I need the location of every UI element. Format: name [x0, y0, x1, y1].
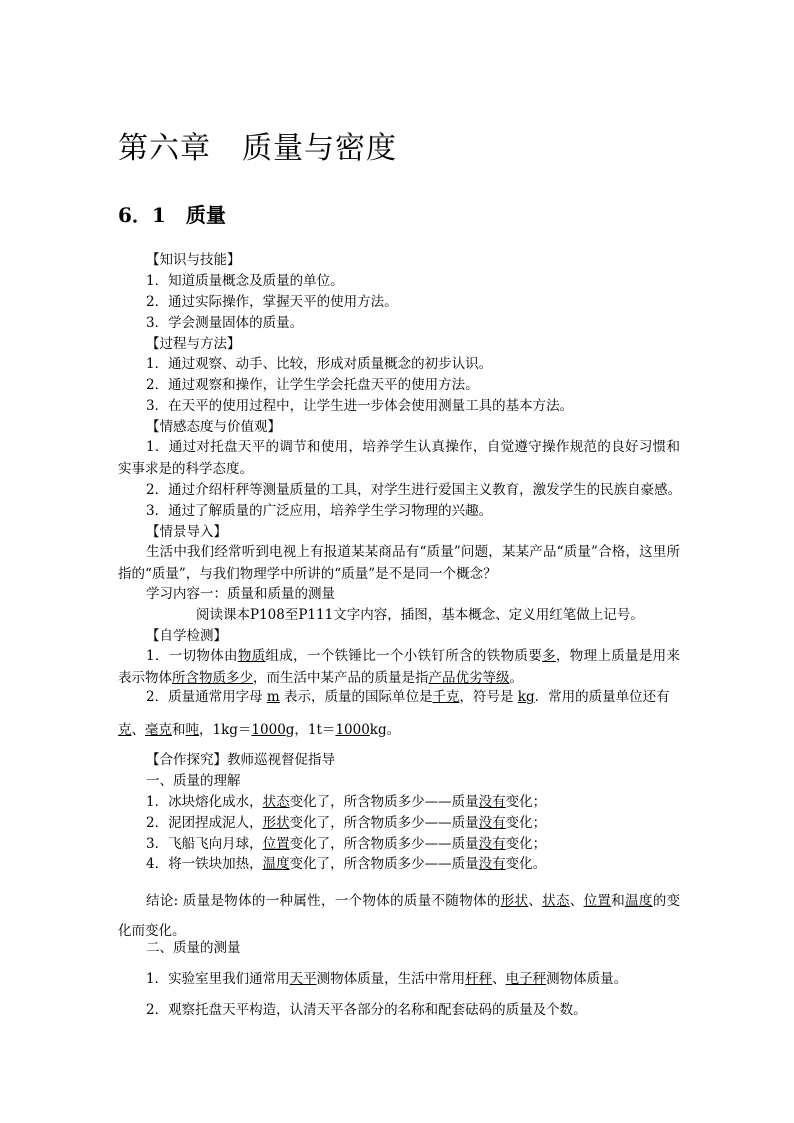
conclusion: 结论: 质量是物体的一种属性，一个物体的质量不随物体的形状、状态、位置和温度的变化而变化。 — [118, 893, 681, 939]
process-item: 1．通过观察、动手、比较，形成对质量概念的初步认识。 — [146, 356, 493, 372]
measure-item: 2．观察托盘天平构造，认清天平各部分的名称和配套砝码的质量及个数。 — [146, 1002, 587, 1018]
answer: 克 — [118, 722, 132, 738]
study-label: 学习内容一：质量和质量的测量 — [146, 586, 335, 602]
answer: 产品优劣等级 — [428, 670, 510, 686]
coop-part1: 一、质量的理解 — [146, 773, 241, 789]
chapter-title: 第六章 质量与密度 — [118, 131, 397, 166]
attitude-heading: 【情感态度与价值观】 — [146, 419, 281, 435]
attitude-item: 2．通过介绍杆秤等测量质量的工具，对学生进行爱国主义教育，激发学生的民族自豪感。 — [146, 482, 682, 498]
attitude-item: 1．通过对托盘天平的调节和使用，培养学生认真操作，自觉遵守操作规范的良好习惯和实事求是的科学态度。 — [118, 439, 680, 477]
selfcheck-q1: 1．一切物体由物质组成，一个铁锤比一个小铁钉所含的铁物质要多，物理上质量是用来表示物体所含物质多少，而生活中某产品的质量是指产品优劣等级。 — [118, 648, 681, 686]
coop-heading: 【合作探究】教师巡视督促指导 — [146, 752, 335, 768]
knowledge-item: 2．通过实际操作，掌握天平的使用方法。 — [146, 294, 398, 310]
answer: 毫克 — [145, 722, 172, 738]
selfcheck-q2-line1: 2．质量通常用字母 m 表示，质量的国际单位是千克，符号是 kg．常用的质量单位还有 — [146, 689, 670, 705]
process-heading: 【过程与方法】 — [146, 336, 241, 352]
answer: 吨 — [185, 722, 199, 738]
knowledge-item: 3．学会测量固体的质量。 — [146, 315, 304, 331]
answer: 物质 — [237, 648, 266, 664]
answer: 多 — [542, 648, 556, 664]
section-title: 6．1 质量 — [118, 203, 226, 227]
process-item: 3．在天平的使用过程中，让学生进一步体会使用测量工具的基本方法。 — [146, 398, 574, 414]
intro-heading: 【情景导入】 — [146, 524, 227, 540]
coop-item: 2．泥团捏成泥人，形状变化了，所含物质多少——质量没有变化； — [146, 815, 547, 831]
coop-item: 1．冰块熔化成水，状态变化了，所含物质多少——质量没有变化； — [146, 794, 547, 810]
coop-part2: 二、质量的测量 — [146, 940, 241, 956]
knowledge-item: 1．知道质量概念及质量的单位。 — [146, 273, 344, 289]
study-reading: 阅读课本P108至P111文字内容，插图，基本概念、定义用红笔做上记号。 — [196, 607, 644, 623]
process-item: 2．通过观察和操作，让学生学会托盘天平的使用方法。 — [146, 377, 479, 393]
selfcheck-heading: 【自学检测】 — [146, 628, 227, 644]
coop-item: 4．将一铁块加热，温度变化了，所含物质多少——质量没有变化。 — [146, 856, 547, 872]
answer: 千克 — [432, 689, 460, 705]
answer: 1000 — [335, 722, 370, 738]
measure-item: 1．实验室里我们通常用天平测物体质量，生活中常用杆秤、电子秤测物体质量。 — [146, 971, 628, 987]
answer: 1000 — [251, 722, 286, 738]
intro-text: 生活中我们经常听到电视上有报道某某商品有“质量”问题，某某产品“质量”合格，这里所指的“质量”，与我们物理学中所讲的“质量”是不是同一个概念？ — [118, 544, 680, 582]
answer: 所含物质多少 — [172, 670, 253, 686]
attitude-item: 3．通过了解质量的广泛应用，培养学生学习物理的兴趣。 — [146, 503, 493, 519]
coop-item: 3．飞船飞向月球，位置变化了，所含物质多少——质量没有变化； — [146, 836, 547, 852]
selfcheck-q2-line2: 克、毫克和吨，1kg＝1000g，1t＝1000kg。 — [118, 722, 401, 738]
answer: m — [266, 689, 280, 705]
knowledge-heading: 【知识与技能】 — [146, 252, 241, 268]
answer: kg — [517, 689, 535, 705]
